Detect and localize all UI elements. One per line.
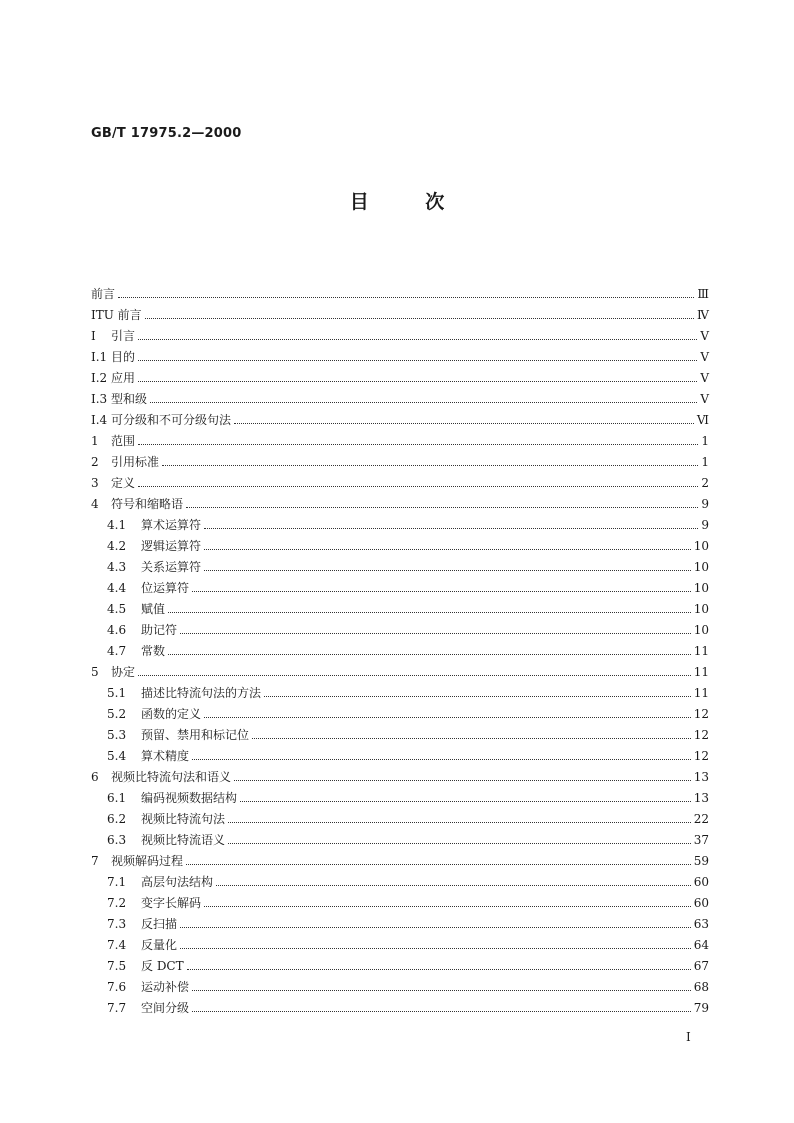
toc-entry-page: 9 bbox=[701, 518, 709, 532]
toc-dot-leader bbox=[180, 633, 691, 634]
toc-entry-number: 7.7 bbox=[107, 1001, 127, 1015]
toc-entry-page: 11 bbox=[693, 665, 709, 679]
toc-dot-leader bbox=[240, 801, 691, 802]
toc-entry-label: 可分级和不可分级句法 bbox=[111, 413, 232, 427]
toc-entry[interactable] bbox=[91, 914, 709, 935]
toc-entry-page: 2 bbox=[701, 476, 709, 490]
toc-dot-leader bbox=[228, 843, 691, 844]
toc-entry[interactable] bbox=[91, 662, 709, 683]
standard-code: GB/T 17975.2—2000 bbox=[91, 126, 242, 141]
toc-entry-page: Ⅵ bbox=[696, 413, 709, 427]
toc-entry-number: 4.6 bbox=[107, 623, 127, 637]
toc-entry-number: 6.1 bbox=[107, 791, 127, 805]
toc-entry-number: 7 bbox=[91, 854, 99, 868]
toc-entry[interactable] bbox=[91, 830, 709, 851]
toc-entry-number: 7.4 bbox=[107, 938, 127, 952]
toc-entry-label: 算术精度 bbox=[141, 749, 190, 763]
toc-dot-leader bbox=[162, 465, 698, 466]
toc-entry-label: 空间分级 bbox=[141, 1001, 190, 1015]
toc-entry[interactable] bbox=[91, 284, 709, 305]
toc-entry[interactable] bbox=[91, 767, 709, 788]
toc-entry-number: 7.6 bbox=[107, 980, 127, 994]
page-title: 目 次 bbox=[349, 191, 445, 213]
toc-entry-label: 前言 bbox=[91, 287, 116, 301]
toc-entry-number: 2 bbox=[91, 455, 99, 469]
toc-entry[interactable] bbox=[91, 305, 709, 326]
toc-entry-page: 10 bbox=[693, 602, 709, 616]
toc-entry-page: 59 bbox=[693, 854, 709, 868]
toc-dot-leader bbox=[192, 1011, 691, 1012]
toc-entry-label: 视频比特流句法和语义 bbox=[111, 770, 232, 784]
toc-entry-page: 64 bbox=[693, 938, 709, 952]
toc-entry[interactable] bbox=[91, 473, 709, 494]
toc-dot-leader bbox=[252, 738, 691, 739]
toc-entry-number: 6.3 bbox=[107, 833, 127, 847]
toc-entry-label: 位运算符 bbox=[141, 581, 190, 595]
toc-entry-label: 高层句法结构 bbox=[141, 875, 214, 889]
toc-entry-label: 型和级 bbox=[111, 392, 148, 406]
toc-dot-leader bbox=[234, 780, 691, 781]
toc-dot-leader bbox=[204, 906, 691, 907]
toc-entry[interactable] bbox=[91, 746, 709, 767]
toc-entry[interactable] bbox=[91, 494, 709, 515]
toc-entry-number: 6 bbox=[91, 770, 99, 784]
toc-entry-label: 目的 bbox=[111, 350, 136, 364]
toc-entry-page: Ⅴ bbox=[700, 350, 709, 364]
toc-entry-number: 7.5 bbox=[107, 959, 127, 973]
toc-dot-leader bbox=[204, 570, 691, 571]
toc-entry-label: 描述比特流句法的方法 bbox=[141, 686, 262, 700]
toc-entry[interactable] bbox=[91, 851, 709, 872]
toc-entry-number: 4.5 bbox=[107, 602, 127, 616]
toc-entry[interactable] bbox=[91, 620, 709, 641]
toc-dot-leader bbox=[168, 612, 691, 613]
toc-entry-label: 助记符 bbox=[141, 623, 178, 637]
toc-dot-leader bbox=[180, 927, 691, 928]
toc-entry[interactable] bbox=[91, 641, 709, 662]
toc-entry-number: 4 bbox=[91, 497, 99, 511]
toc-dot-leader bbox=[118, 297, 694, 298]
toc-entry-page: 10 bbox=[693, 581, 709, 595]
toc-entry-label: 引言 bbox=[111, 329, 136, 343]
toc-dot-leader bbox=[234, 423, 694, 424]
toc-entry-number: Ⅰ bbox=[91, 329, 96, 343]
toc-entry-page: 79 bbox=[693, 1001, 709, 1015]
toc-entry-page: 68 bbox=[693, 980, 709, 994]
toc-entry-page: 67 bbox=[693, 959, 709, 973]
toc-dot-leader bbox=[150, 402, 697, 403]
toc-entry-page: 1 bbox=[701, 434, 709, 448]
toc-dot-leader bbox=[186, 507, 698, 508]
toc-entry-label: 应用 bbox=[111, 371, 136, 385]
toc-entry-page: 60 bbox=[693, 896, 709, 910]
toc-entry-number: 1 bbox=[91, 434, 99, 448]
toc-entry-page: 60 bbox=[693, 875, 709, 889]
toc-entry[interactable] bbox=[91, 998, 709, 1019]
toc-entry-label: 赋值 bbox=[141, 602, 166, 616]
toc-entry-label: 视频解码过程 bbox=[111, 854, 184, 868]
toc-entry-page: 11 bbox=[693, 686, 709, 700]
toc-dot-leader bbox=[192, 990, 691, 991]
page-number: Ⅰ bbox=[686, 1030, 691, 1044]
toc-entry-page: Ⅴ bbox=[700, 392, 709, 406]
toc-entry-number: 5 bbox=[91, 665, 99, 679]
toc-entry-label: ITU 前言 bbox=[91, 308, 142, 322]
toc-entry-label: 视频比特流语义 bbox=[141, 833, 226, 847]
toc-entry[interactable] bbox=[91, 935, 709, 956]
toc-entry-page: Ⅴ bbox=[700, 371, 709, 385]
toc-entry[interactable] bbox=[91, 872, 709, 893]
toc-dot-leader bbox=[168, 654, 691, 655]
toc-entry-page: 9 bbox=[701, 497, 709, 511]
toc-entry-label: 算术运算符 bbox=[141, 518, 202, 532]
toc-dot-leader bbox=[192, 759, 691, 760]
toc-dot-leader bbox=[138, 360, 697, 361]
toc-entry-page: Ⅴ bbox=[700, 329, 709, 343]
table-of-contents bbox=[91, 284, 709, 1019]
toc-entry-number: 5.3 bbox=[107, 728, 127, 742]
toc-entry-number: Ⅰ.1 bbox=[91, 350, 108, 364]
toc-dot-leader bbox=[204, 549, 691, 550]
toc-entry-page: 37 bbox=[693, 833, 709, 847]
toc-entry-number: 4.7 bbox=[107, 644, 127, 658]
toc-dot-leader bbox=[145, 318, 694, 319]
toc-entry-label: 协定 bbox=[111, 665, 136, 679]
toc-entry-page: 11 bbox=[693, 644, 709, 658]
toc-entry[interactable] bbox=[91, 536, 709, 557]
toc-entry-label: 视频比特流句法 bbox=[141, 812, 226, 826]
toc-entry[interactable] bbox=[91, 368, 709, 389]
toc-entry-label: 反扫描 bbox=[141, 917, 178, 931]
toc-entry[interactable] bbox=[91, 431, 709, 452]
toc-entry[interactable] bbox=[91, 389, 709, 410]
toc-entry-number: 3 bbox=[91, 476, 99, 490]
toc-entry-page: Ⅳ bbox=[697, 308, 709, 322]
toc-entry-number: 6.2 bbox=[107, 812, 127, 826]
toc-entry-number: 4.4 bbox=[107, 581, 127, 595]
toc-dot-leader bbox=[138, 381, 697, 382]
toc-entry-label: 函数的定义 bbox=[141, 707, 202, 721]
toc-entry-page: 12 bbox=[693, 728, 709, 742]
toc-entry[interactable] bbox=[91, 809, 709, 830]
toc-dot-leader bbox=[228, 822, 691, 823]
toc-dot-leader bbox=[186, 864, 691, 865]
toc-entry-page: 1 bbox=[701, 455, 709, 469]
toc-entry[interactable] bbox=[91, 725, 709, 746]
toc-dot-leader bbox=[180, 948, 691, 949]
toc-dot-leader bbox=[138, 486, 698, 487]
toc-dot-leader bbox=[204, 528, 698, 529]
toc-dot-leader bbox=[216, 885, 691, 886]
toc-entry-label: 范围 bbox=[111, 434, 136, 448]
toc-entry-number: 5.4 bbox=[107, 749, 127, 763]
toc-entry-page: 10 bbox=[693, 623, 709, 637]
toc-dot-leader bbox=[187, 969, 691, 970]
toc-entry-page: 63 bbox=[693, 917, 709, 931]
toc-entry[interactable] bbox=[91, 599, 709, 620]
toc-dot-leader bbox=[264, 696, 691, 697]
toc-dot-leader bbox=[192, 591, 691, 592]
toc-entry-label: 定义 bbox=[111, 476, 136, 490]
toc-entry-page: Ⅲ bbox=[697, 287, 709, 301]
toc-entry-number: Ⅰ.3 bbox=[91, 392, 108, 406]
toc-entry-label: 变字长解码 bbox=[141, 896, 202, 910]
toc-entry-label: 逻辑运算符 bbox=[141, 539, 202, 553]
toc-dot-leader bbox=[138, 339, 697, 340]
toc-entry[interactable] bbox=[91, 452, 709, 473]
toc-entry[interactable] bbox=[91, 956, 709, 977]
toc-entry-label: 运动补偿 bbox=[141, 980, 190, 994]
toc-entry-number: 5.2 bbox=[107, 707, 127, 721]
toc-entry-label: 预留、禁用和标记位 bbox=[141, 728, 250, 742]
toc-entry-number: 4.1 bbox=[107, 518, 127, 532]
toc-entry[interactable] bbox=[91, 410, 709, 431]
toc-entry[interactable] bbox=[91, 347, 709, 368]
toc-entry[interactable] bbox=[91, 683, 709, 704]
toc-dot-leader bbox=[138, 675, 691, 676]
toc-dot-leader bbox=[138, 444, 698, 445]
toc-entry[interactable] bbox=[91, 977, 709, 998]
toc-entry[interactable] bbox=[91, 578, 709, 599]
toc-entry[interactable] bbox=[91, 893, 709, 914]
toc-entry-number: 7.3 bbox=[107, 917, 127, 931]
toc-entry-number: Ⅰ.4 bbox=[91, 413, 108, 427]
toc-entry-label: 引用标准 bbox=[111, 455, 160, 469]
toc-entry-page: 12 bbox=[693, 749, 709, 763]
toc-entry-label: 符号和缩略语 bbox=[111, 497, 184, 511]
toc-entry-page: 22 bbox=[693, 812, 709, 826]
toc-entry-number: 7.2 bbox=[107, 896, 127, 910]
toc-entry[interactable] bbox=[91, 788, 709, 809]
toc-entry-number: 5.1 bbox=[107, 686, 127, 700]
toc-entry-page: 10 bbox=[693, 539, 709, 553]
toc-entry-page: 13 bbox=[693, 770, 709, 784]
toc-dot-leader bbox=[204, 717, 691, 718]
toc-entry-number: 4.2 bbox=[107, 539, 127, 553]
toc-entry-page: 10 bbox=[693, 560, 709, 574]
toc-entry-label: 编码视频数据结构 bbox=[141, 791, 238, 805]
toc-entry-number: 4.3 bbox=[107, 560, 127, 574]
toc-entry-number: 7.1 bbox=[107, 875, 127, 889]
toc-entry[interactable] bbox=[91, 515, 709, 536]
toc-entry-label: 反量化 bbox=[141, 938, 178, 952]
toc-entry-page: 13 bbox=[693, 791, 709, 805]
toc-entry-page: 12 bbox=[693, 707, 709, 721]
toc-entry-label: 反 DCT bbox=[141, 959, 184, 973]
toc-entry[interactable] bbox=[91, 557, 709, 578]
toc-entry[interactable] bbox=[91, 326, 709, 347]
toc-entry-label: 常数 bbox=[141, 644, 166, 658]
toc-entry-number: Ⅰ.2 bbox=[91, 371, 108, 385]
toc-entry[interactable] bbox=[91, 704, 709, 725]
toc-entry-label: 关系运算符 bbox=[141, 560, 202, 574]
